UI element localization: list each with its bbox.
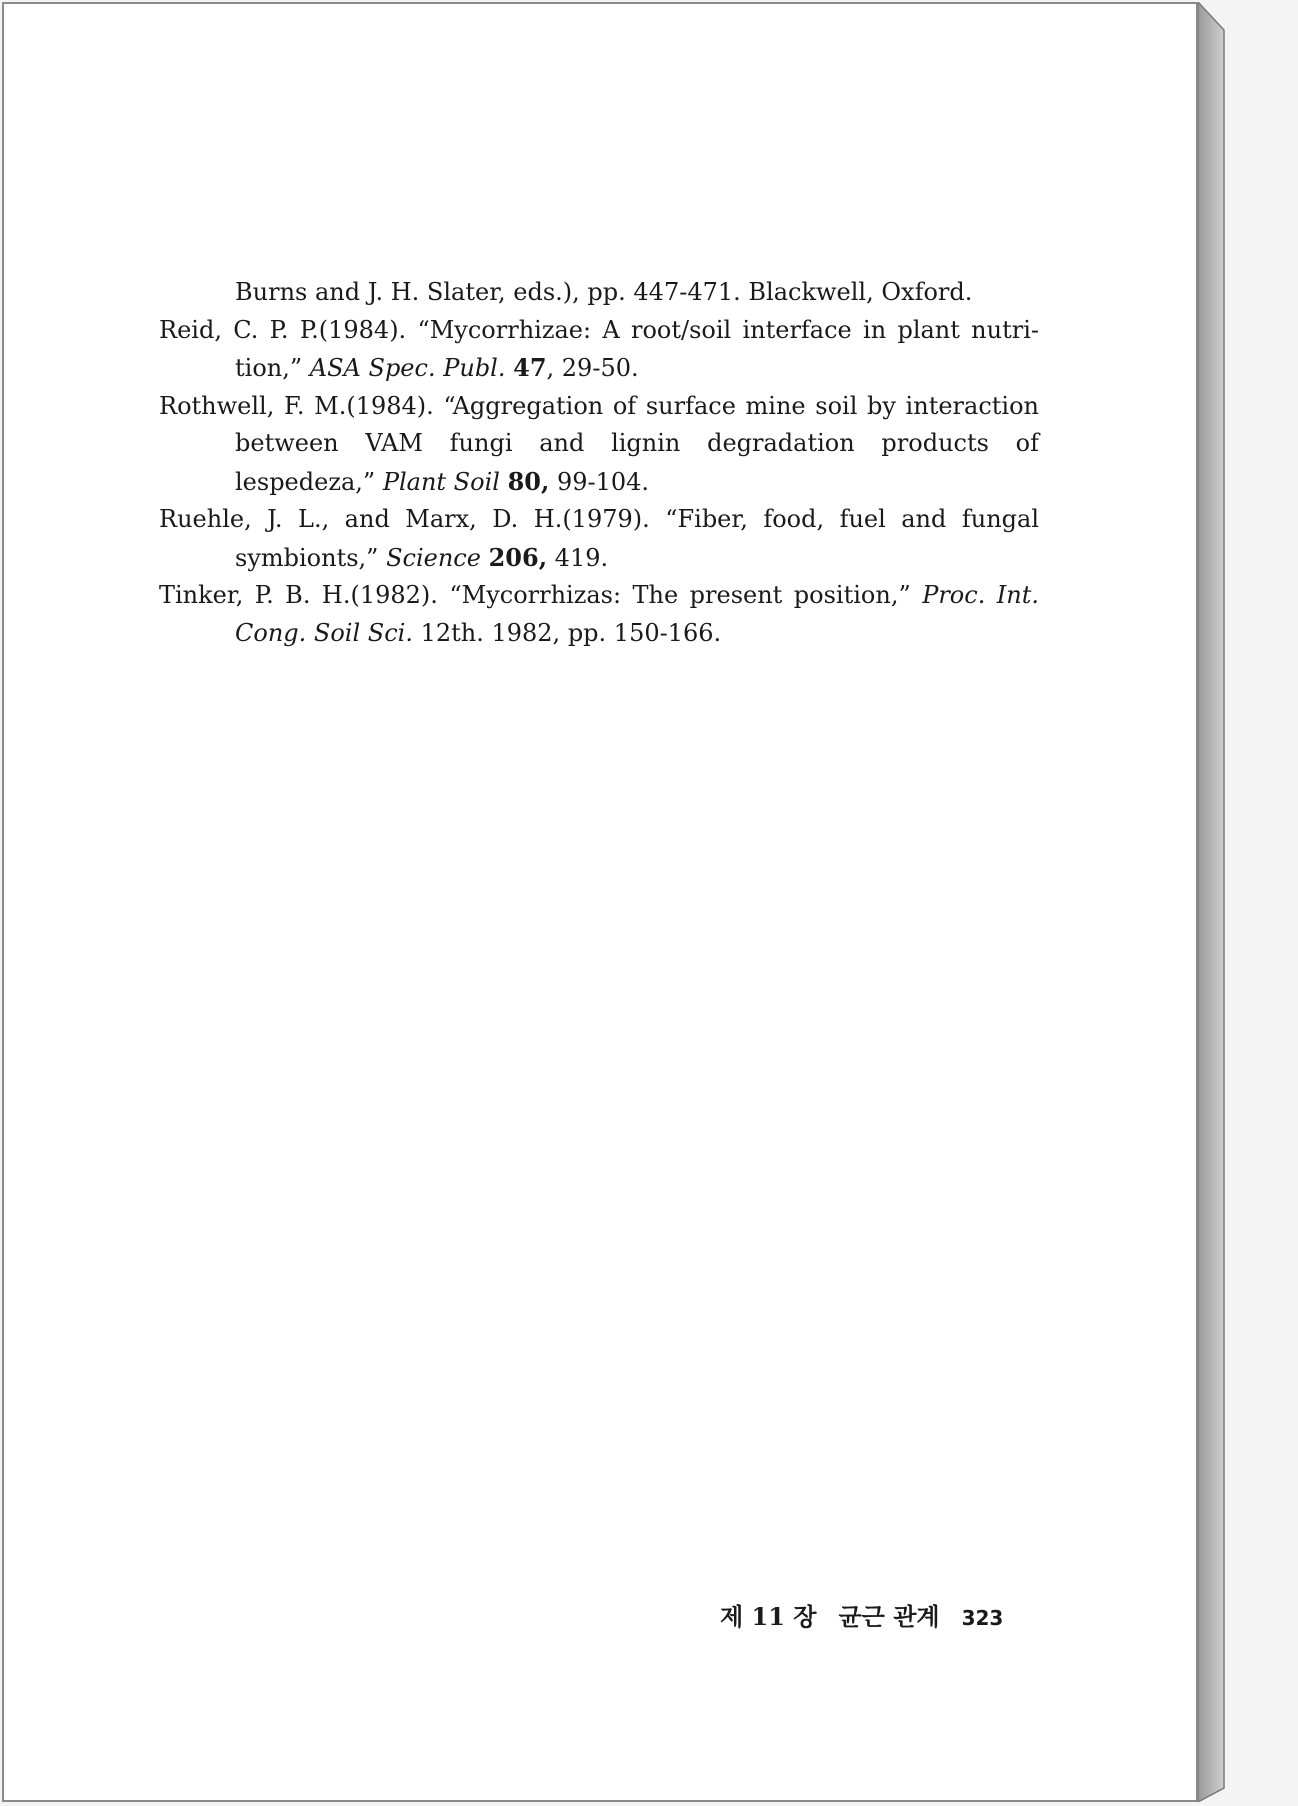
reference-text: Burns and J. H. Slater, eds.), pp. 447-471. Blackwell, Oxford. [235, 278, 973, 306]
reference-text: Proc. Int. Cong. Soil Sci. [235, 581, 1039, 647]
reference-list [159, 274, 1039, 652]
reference-entry [159, 388, 1039, 502]
reference-entry [159, 577, 1039, 652]
reference-text [505, 354, 513, 382]
reference-text: 47 [513, 353, 547, 382]
chapter-label: 제 11 장 [720, 1602, 817, 1631]
reference-text: Tinker, P. B. H.(1982). “Mycorrhizas: The present position,” [159, 581, 923, 609]
chapter-title: 균근 관계 [838, 1602, 940, 1631]
reference-text: ASA Spec. Publ. [309, 354, 506, 382]
reference-text: Rothwell, F. M.(1984). “Aggregation of surface mine soil by interaction between VAM fungi and lignin degradation products of lespedeza,” [159, 391, 1039, 496]
reference-entry [159, 501, 1039, 577]
page-footer [720, 1597, 1003, 1632]
reference-text: 206, [488, 542, 548, 572]
reference-text: 12th. 1982, pp. 150-166. [412, 618, 722, 647]
reference-text [481, 544, 489, 572]
reference-text: Ruehle, J. L., and Marx, D. H.(1979). “Fiber, food, fuel and fungal symbionts,” [159, 505, 1039, 572]
reference-text: 99-104. [549, 467, 650, 496]
reference-text [500, 468, 508, 496]
reference-text: Plant Soil [382, 467, 500, 496]
reference-entry [159, 312, 1039, 388]
reference-text: 419. [547, 543, 609, 572]
reference-entry [159, 274, 1039, 312]
reference-text: Science [386, 543, 481, 572]
reference-text: 80, [507, 466, 550, 496]
reference-text: , 29-50. [546, 354, 639, 382]
page-edge-shadow [1198, 2, 1226, 1802]
reference-text: Reid, C. P. P.(1984). “Mycorrhizae: A root/soil interface in plant nutri-tion,” [159, 315, 1039, 382]
document-page [2, 2, 1198, 1802]
page-number: 323 [961, 1606, 1004, 1630]
